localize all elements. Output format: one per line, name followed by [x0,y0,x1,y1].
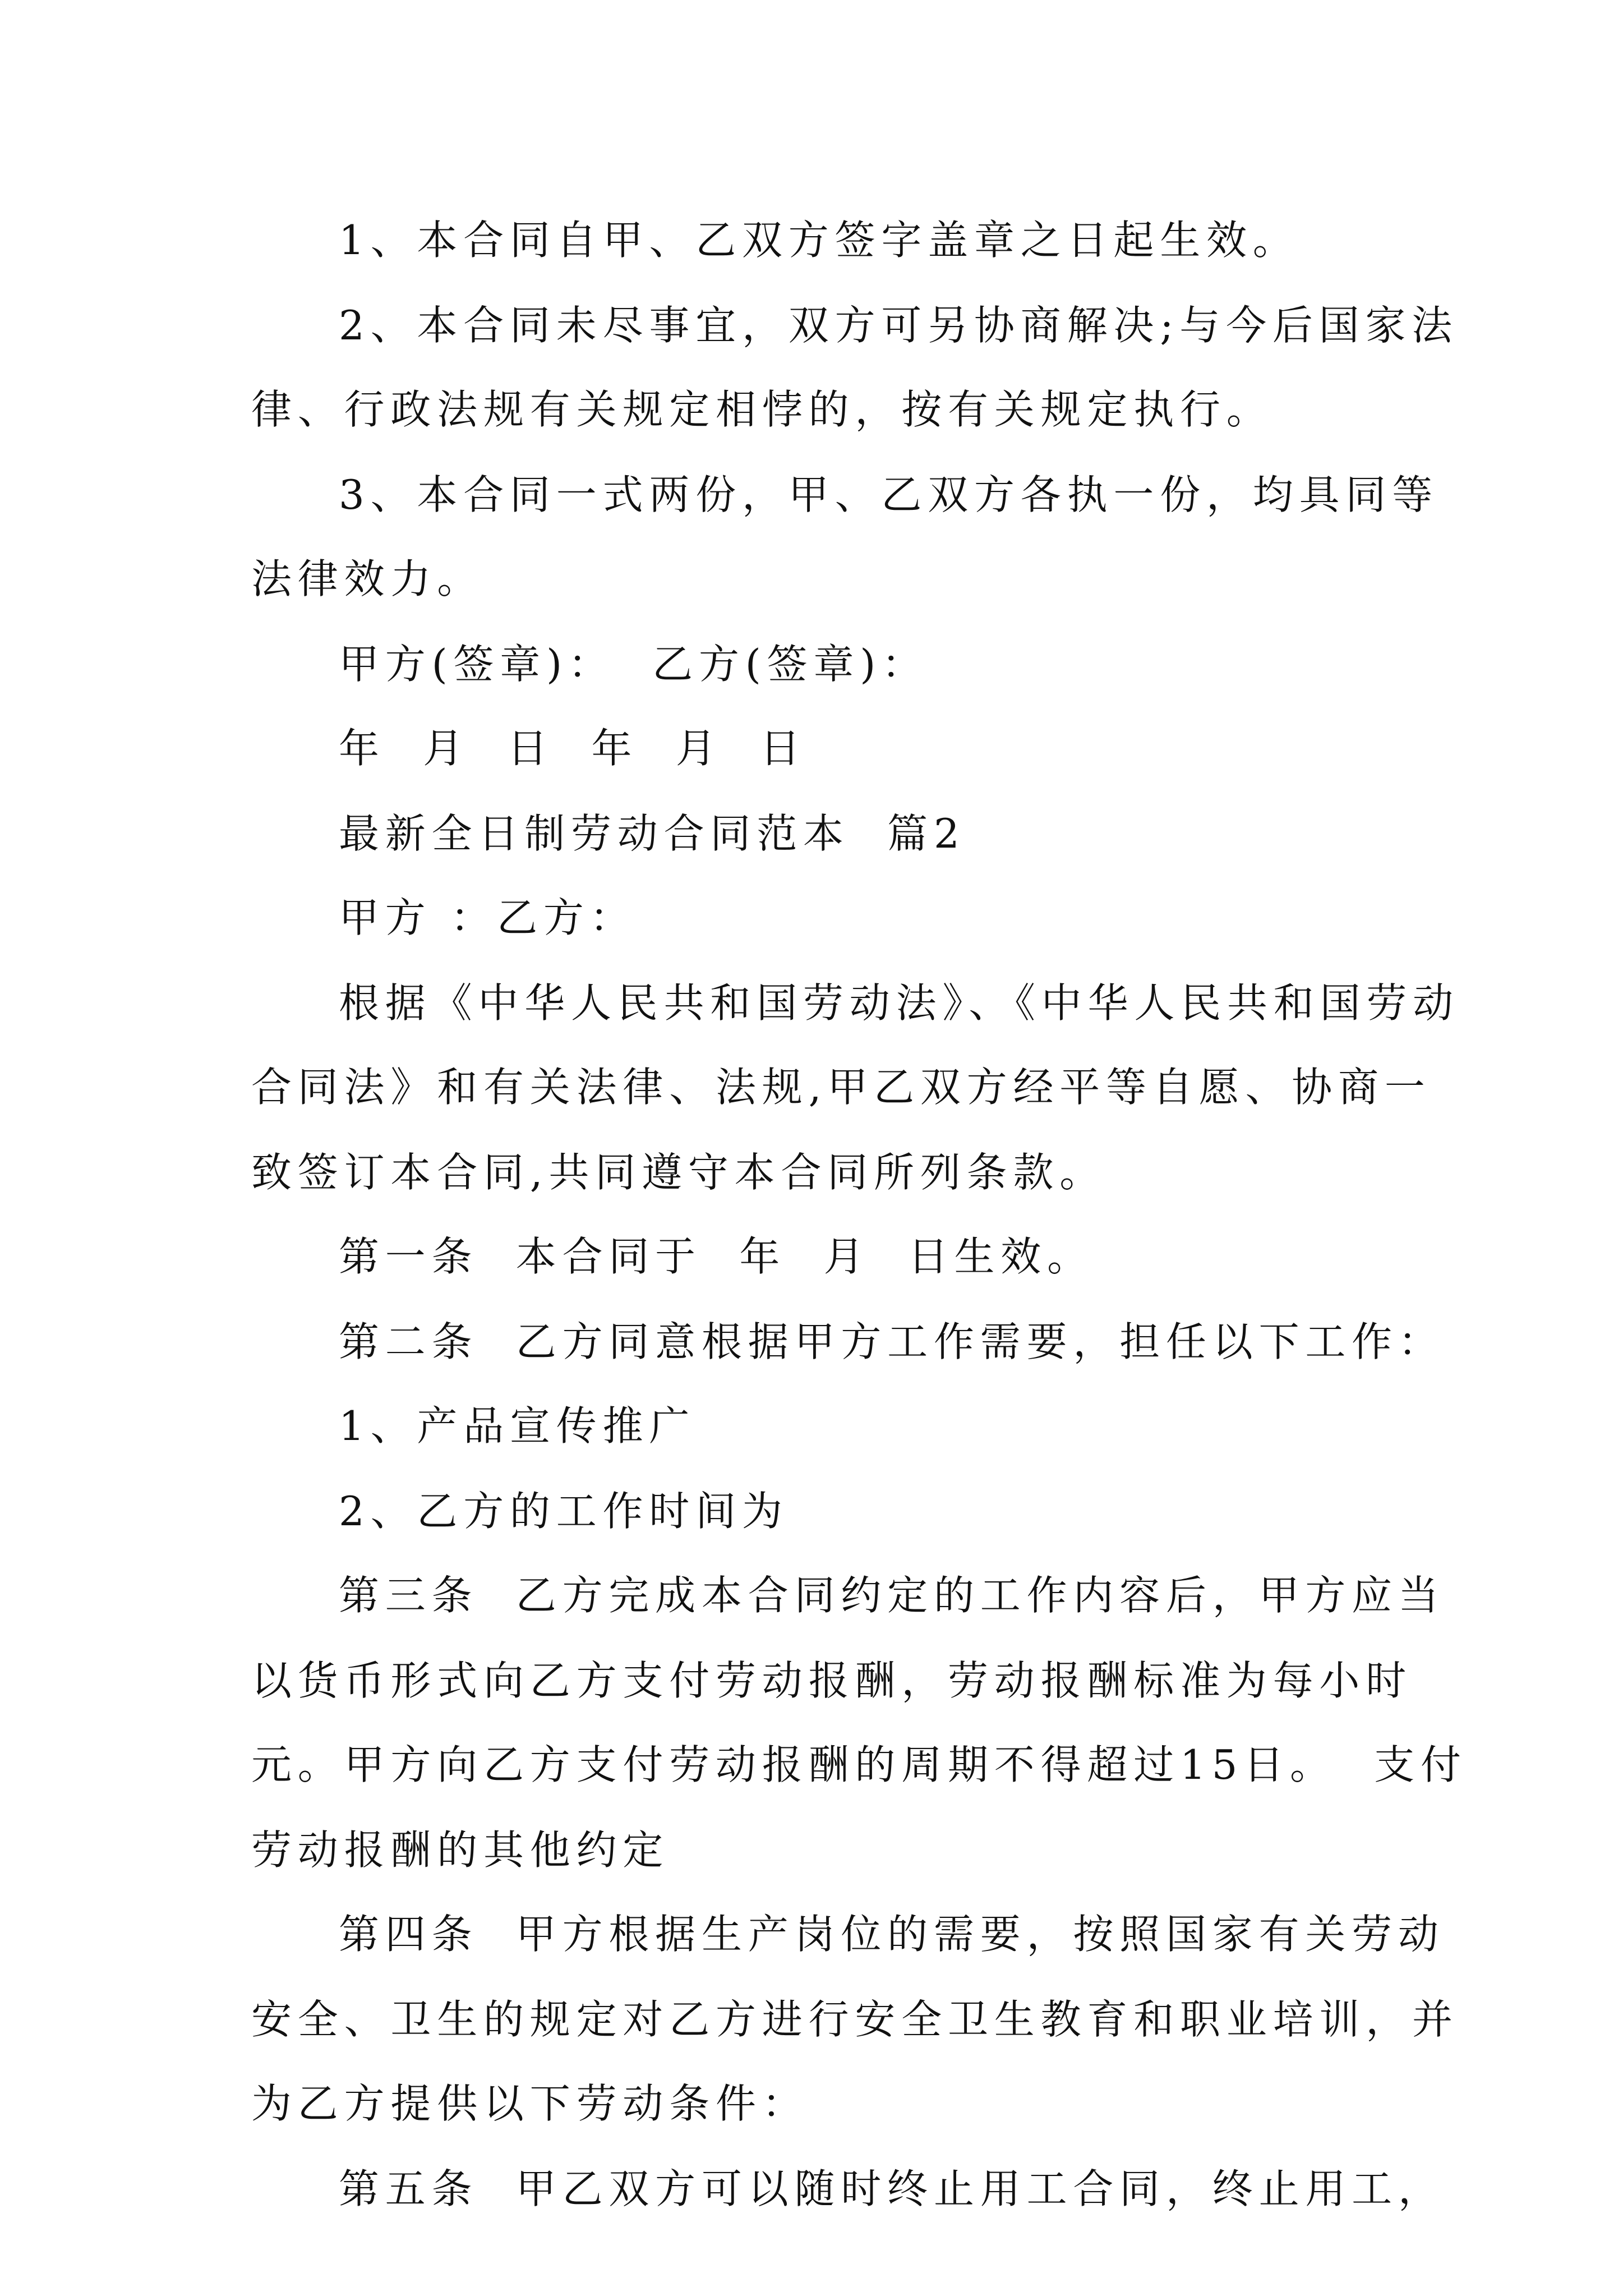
text-line: 劳动报酬的其他约定 [251,1826,670,1874]
article-1: 第一条 本合同于 年 月 日生效。 [339,1233,1094,1280]
article-2: 第二条 乙方同意根据甲方工作需要，担任以下工作： [339,1318,1445,1365]
section-title: 最新全日制劳动合同范本 篇2 [339,810,966,857]
text-line: 元。甲方向乙方支付劳动报酬的周期不得超过15日。 支付 [251,1741,1467,1788]
text-line: 致签订本合同,共同遵守本合同所列条款。 [251,1149,1106,1196]
text-line: 以货币形式向乙方支付劳动报酬，劳动报酬标准为每小时 [251,1657,1413,1704]
clause-effective-date: 1、本合同自甲、乙双方签字盖章之日起生效。 [339,217,1299,264]
article-4: 第四条 甲方根据生产岗位的需要，按照国家有关劳动 [339,1911,1445,1958]
text-line: 合同法》和有关法律、法规,甲乙双方经平等自愿、协商一 [251,1064,1431,1111]
parties-line: 甲方 ：乙方： [339,894,637,941]
article-3: 第三条 乙方完成本合同约定的工作内容后，甲方应当 [339,1572,1445,1619]
article-5: 第五条 甲乙双方可以随时终止用工合同，终止用工， [339,2165,1445,2212]
clause-unresolved-matters: 2、本合同未尽事宜，双方可另协商解决;与今后国家法 [339,302,1459,349]
signature-line: 甲方(签章)： 乙方(签章)： [339,641,928,688]
work-item-2: 2、乙方的工作时间为 [339,1488,789,1535]
clause-copies: 3、本合同一式两份，甲、乙双方各执一份，均具同等 [339,471,1439,518]
preamble-line: 根据《中华人民共和国劳动法》、《中华人民共和国劳动 [339,979,1460,1027]
text-line: 法律效力。 [251,555,484,602]
work-item-1: 1、产品宣传推广 [339,1402,696,1450]
date-line: 年 月 日 年 月 日 [339,725,806,772]
text-line: 安全、卫生的规定对乙方进行安全卫生教育和职业培训，并 [251,1996,1459,2043]
text-line: 为乙方提供以下劳动条件： [251,2080,809,2127]
text-line: 律、行政法规有关规定相悖的，按有关规定执行。 [251,386,1273,433]
